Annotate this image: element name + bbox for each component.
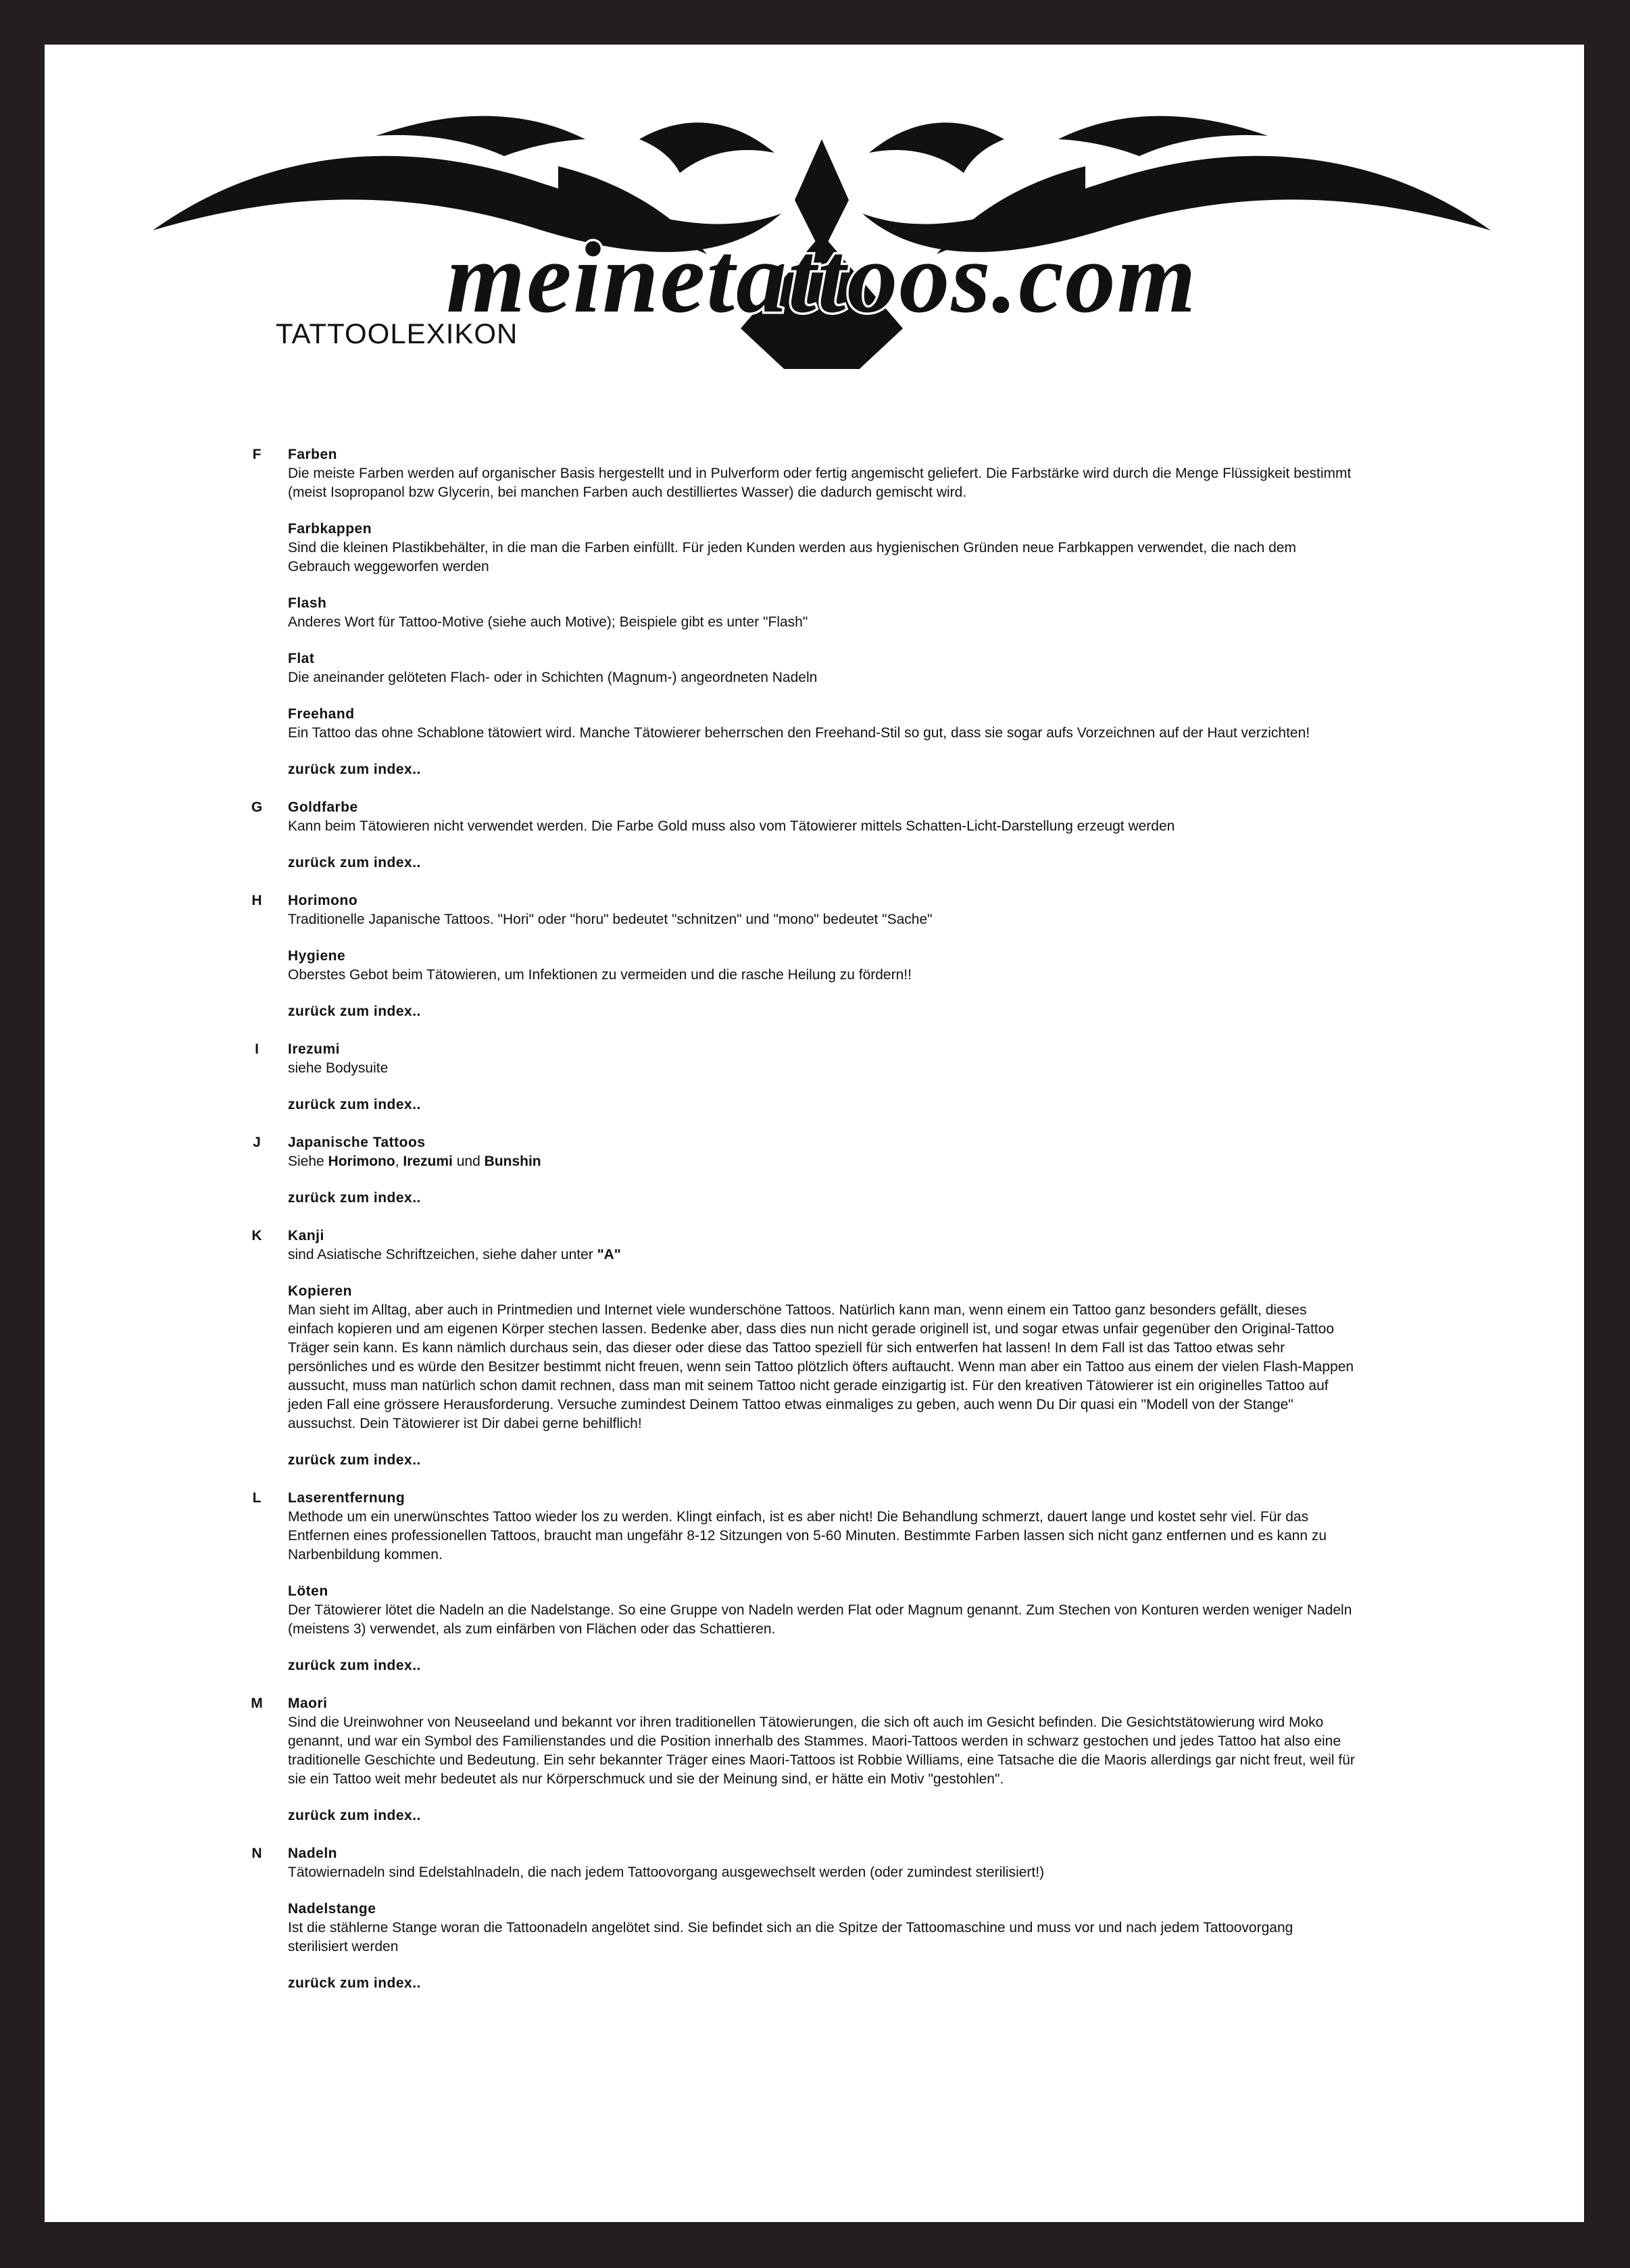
entry-laserentfernung [288,1489,1356,1564]
entry-kanji [288,1227,1356,1264]
entry-term: Flat [288,651,315,666]
section-letter: L [252,1490,262,1506]
entry-freehand [288,705,1356,743]
back-to-index-link[interactable]: zurück zum index.. [288,1658,421,1673]
section-letter: N [251,1846,262,1861]
entry-definition: Traditionelle Japanische Tattoos. "Hori" oder "horu" bedeutet "schnitzen" und "mono" bedeutet "Sache" [288,912,933,927]
entry-nadeln [288,1844,1356,1882]
section-l [247,1489,1356,1675]
back-to-index-link[interactable]: zurück zum index.. [288,855,421,870]
section-m [247,1694,1356,1825]
entry-term: Kanji [288,1228,324,1243]
document-page [45,45,1584,2222]
entry-term: Flash [288,595,327,611]
link-horimono: Horimono [328,1154,395,1169]
entry-definition: Die meiste Farben werden auf organischer Basis hergestellt und in Pulverform oder fertig angemischt geliefert. Die Farbstärke wird durch die Menge Flüssigkeit bestimmt (meist Isopropanol bzw Glycerin, bei manchen Farben auch destilliertes Wasser) die dadurch gemischt wird. [288,466,1352,500]
entry-definition: Tätowiernadeln sind Edelstahlnadeln, die nach jedem Tattoovorgang ausgewechselt werden (oder zumindest sterilisiert!) [288,1865,1045,1880]
entry-definition: Die aneinander gelöteten Flach- oder in Schichten (Magnum-) angeordneten Nadeln [288,670,818,685]
entry-nadelstange [288,1900,1356,1956]
entry-term: Löten [288,1583,328,1599]
link-bunshin: Bunshin [484,1154,541,1169]
entry-flat [288,649,1356,687]
entry-term: Farben [288,447,338,462]
entry-term: Horimono [288,893,358,908]
entry-term: Irezumi [288,1041,341,1057]
entry-loeten [288,1582,1356,1639]
entry-farbkappen [288,520,1356,576]
lexicon [247,445,1356,2012]
definition-text: sind Asiatische Schriftzeichen, siehe daher unter [288,1247,597,1262]
section-k [247,1227,1356,1470]
definition-text: und [452,1154,485,1169]
entry-definition: Anderes Wort für Tattoo-Motive (siehe auch Motive); Beispiele gibt es unter "Flash" [288,614,808,630]
entry-maori [288,1694,1356,1789]
back-to-index-link[interactable]: zurück zum index.. [288,1808,421,1823]
entry-definition [288,1152,1356,1171]
back-to-index-link[interactable]: zurück zum index.. [288,1452,421,1468]
back-to-index-link[interactable]: zurück zum index.. [288,1190,421,1206]
entry-farben [288,445,1356,502]
entry-definition: Der Tätowierer lötet die Nadeln an die Nadelstange. So eine Gruppe von Nadeln werden Flat oder Magnum genannt. Zum Stechen von Konturen werden weniger Nadeln (meistens 3) verwendet, als zum einfärben von Flächen oder das Schattieren. [288,1602,1352,1637]
entry-definition: Man sieht im Alltag, aber auch in Printmedien und Internet viele wunderschöne Tattoos. Natürlich kann man, wenn einem ein Tattoo ganz besonders gefällt, dieses einfach kopieren und am eigenen Körper stechen lassen. Bedenke aber, dass dies nun nicht gerade originell ist, und sogar etwas unfair gegenüber den Original-Tattoo Träger sein kann. Es kann nämlich durchaus sein, das dieser oder diese das Tattoo speziell für sich entwerfen hat lassen! In dem Fall ist das Tattoo etwas sehr persönliches und es würde den Besitzer bestimmt nicht freuen, wenn sein Tattoo plötzlich öfters auftaucht. Wenn man aber ein Tattoo aus einem der vielen Flash-Mappen aussucht, muss man natürlich schon damit rechnen, dass man mit seinem Tattoo nicht gerade einzigartig ist. Für den kreativen Tätowierer ist ein originelles Tattoo auf jeden Fall eine grössere Herausforderung. Versuche zumindest Deinem Tattoo etwas einmaliges zu geben, auch wenn Du Dir quasi ein "Modell von der Stange" aussuchst. Dein Tätowierer ist Dir dabei gerne behilflich! [288,1302,1354,1431]
entry-kopieren [288,1282,1356,1433]
entry-term: Freehand [288,706,355,722]
back-to-index-link[interactable]: zurück zum index.. [288,1004,421,1019]
entry-definition: Sind die kleinen Plastikbehälter, in die man die Farben einfüllt. Für jeden Kunden werden aus hygienischen Gründen neue Farbkappen verwendet, die nach dem Gebrauch weggeworfen werden [288,540,1296,574]
section-j [247,1133,1356,1208]
section-letter: J [253,1135,261,1150]
section-letter: M [251,1696,263,1711]
page-title: TATTOOLEXIKON [276,318,518,349]
section-letter: I [255,1041,259,1057]
entry-term: Kopieren [288,1283,353,1299]
section-letter: G [251,799,263,815]
entry-definition: Ein Tattoo das ohne Schablone tätowiert wird. Manche Tätowierer beherrschen den Freehand-Stil so gut, dass sie sogar aufs Vorzeichnen auf der Haut verzichten! [288,725,1310,741]
entry-goldfarbe [288,798,1356,836]
section-letter: H [251,893,262,908]
definition-text: Siehe [288,1154,328,1169]
entry-definition: Sind die Ureinwohner von Neuseeland und bekannt vor ihren traditionellen Tätowierungen, die sich oft auch im Gesicht befinden. Die Gesichtstätowierung wird Moko genannt, und war ein Symbol des Familienstandes und die Position innerhalb des Stammes. Maori-Tattoos werden in schwarz gestochen und jedes Tattoo hat also eine traditionelle Geschichte und Bedeutung. Ein sehr bekannter Träger eines Maori-Tattoos ist Robbie Williams, eine Tatsache die die Maoris allerdings gar nicht freut, weil für sie ein Tattoo weit mehr bedeutet als nur Körperschmuck und sie der Meinung sind, er hätte ein Motiv "gestohlen". [288,1715,1355,1787]
entry-horimono [288,891,1356,929]
entry-term: Nadeln [288,1846,338,1861]
entry-irezumi [288,1040,1356,1078]
section-letter: F [252,447,262,462]
entry-term: Hygiene [288,948,346,964]
logo-wordmark: meinetattoos.com [446,222,1197,334]
entry-term: Laserentfernung [288,1490,405,1506]
entry-japanische-tattoos [288,1133,1356,1171]
back-to-index-link[interactable]: zurück zum index.. [288,1097,421,1112]
entry-definition: Ist die stählerne Stange woran die Tattoonadeln angelötet sind. Sie befindet sich an die Spitze der Tattoomaschine und muss vor und nach jedem Tattoovorgang sterilisiert werden [288,1920,1293,1954]
back-to-index-link[interactable]: zurück zum index.. [288,1975,421,1991]
entry-definition: siehe Bodysuite [288,1060,389,1076]
entry-definition: Kann beim Tätowieren nicht verwendet werden. Die Farbe Gold muss also vom Tätowierer mittels Schatten-Licht-Darstellung erzeugt werden [288,818,1175,834]
entry-definition [288,1246,1356,1264]
entry-term: Nadelstange [288,1901,376,1917]
entry-definition: Methode um ein unerwünschtes Tattoo wieder los zu werden. Klingt einfach, ist es aber nicht! Die Behandlung schmerzt, dauert lange und kostet sehr viel. Für das Entfernen eines professionellen Tattoos, braucht man ungefähr 8-12 Sitzungen von 5-60 Minuten. Bestimmte Farben lassen sich nicht ganz entfernen und es kann zu Narbenbildung kommen. [288,1509,1327,1562]
section-f [247,445,1356,779]
link-irezumi: Irezumi [403,1154,453,1169]
entry-term: Goldfarbe [288,799,358,815]
entry-definition: Oberstes Gebot beim Tätowieren, um Infektionen zu vermeiden und die rasche Heilung zu fördern!! [288,967,912,983]
section-n [247,1844,1356,1993]
entry-flash [288,594,1356,632]
entry-term: Japanische Tattoos [288,1135,426,1150]
definition-text: , [395,1154,403,1169]
entry-hygiene [288,947,1356,985]
section-h [247,891,1356,1021]
entry-term: Farbkappen [288,521,372,537]
section-g [247,798,1356,872]
entry-term: Maori [288,1696,328,1711]
back-to-index-link[interactable]: zurück zum index.. [288,762,421,777]
section-letter: K [251,1228,262,1243]
section-i [247,1040,1356,1114]
link-a: "A" [597,1247,621,1262]
